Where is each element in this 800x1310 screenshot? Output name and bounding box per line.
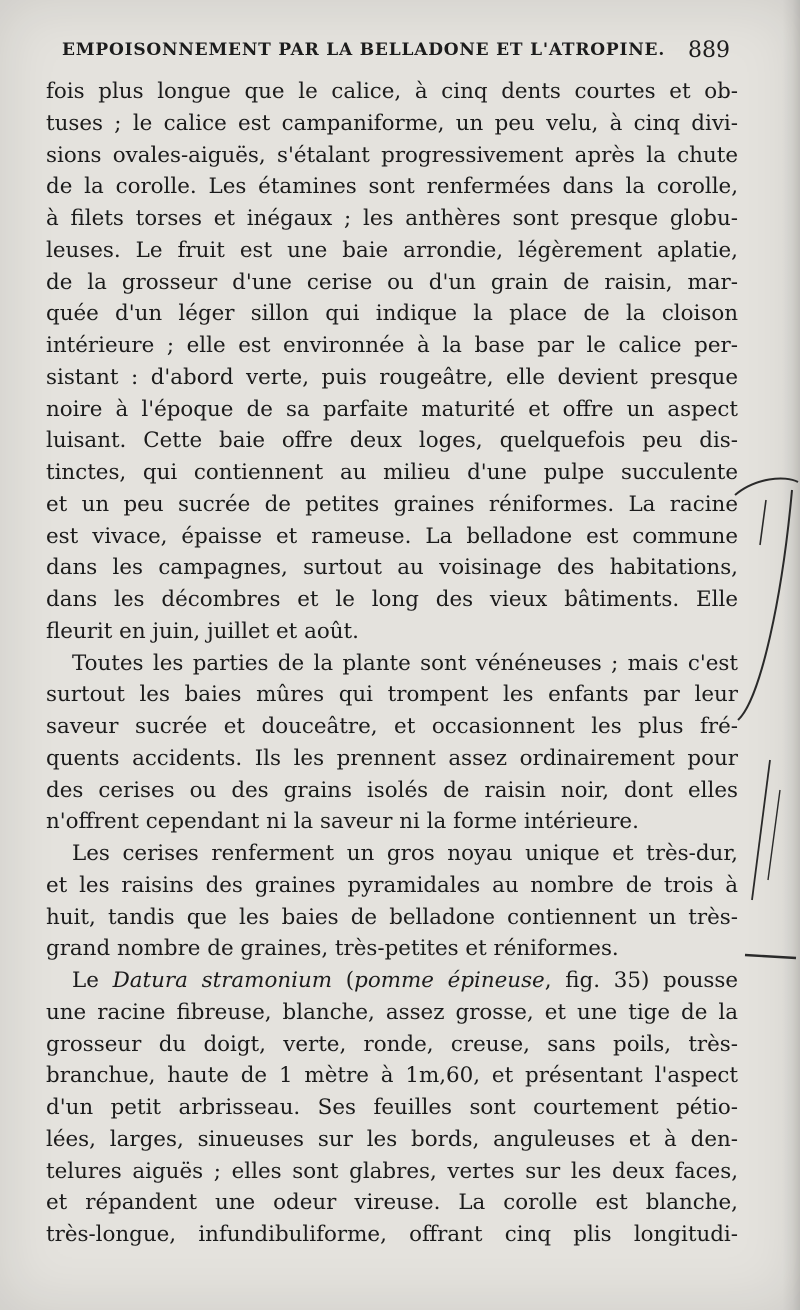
text-line: quée d'un léger sillon qui indique la place de la cloison bbox=[46, 301, 738, 327]
text-line: de la corolle. Les étamines sont renfermées dans la corolle, bbox=[46, 174, 738, 200]
text-line: et répandent une odeur vireuse. La corolle est blanche, bbox=[46, 1190, 738, 1216]
text-line: d'un petit arbrisseau. Ses feuilles sont courtement pétio- bbox=[46, 1095, 738, 1120]
text-line: et les raisins des graines pyramidales au nombre de trois à bbox=[46, 872, 738, 898]
figure-reference: , fig. 35) pousse bbox=[544, 968, 738, 993]
body-text bbox=[46, 76, 738, 1251]
datura-paragraph-start-line bbox=[46, 965, 738, 997]
text-line: saveur sucrée et douceâtre, et occasionnent les plus fré- bbox=[46, 714, 738, 739]
text-line: dans les campagnes, surtout au voisinage des habitations, bbox=[46, 555, 738, 581]
common-name: pomme épineuse bbox=[354, 968, 545, 993]
text-line: fois plus longue que le calice, à cinq dents courtes et ob- bbox=[46, 79, 738, 104]
pen-vertical-stroke bbox=[760, 500, 766, 545]
text-line: est vivace, épaisse et rameuse. La belladone est commune bbox=[46, 523, 738, 549]
text-line: grosseur du doigt, verte, ronde, creuse, sans poils, très- bbox=[46, 1031, 738, 1057]
text-line: dans les décombres et le long des vieux bâtiments. Elle bbox=[46, 587, 738, 612]
text-line: lées, larges, sinueuses sur les bords, anguleuses et à den- bbox=[46, 1126, 738, 1152]
text-line: leuses. Le fruit est une baie arrondie, légèrement aplatie, bbox=[46, 237, 738, 263]
paragraph-end-line: n'offrent cependant ni la saveur ni la forme intérieure. bbox=[46, 809, 639, 835]
text-line: une racine fibreuse, blanche, assez grosse, et une tige de la bbox=[46, 999, 738, 1025]
text-line: noire à l'époque de sa parfaite maturité et offre un aspect bbox=[46, 396, 738, 422]
text-line: tinctes, qui contiennent au milieu d'une pulpe succulente bbox=[46, 460, 738, 485]
text-line: sistant : d'abord verte, puis rougeâtre, elle devient presque bbox=[46, 364, 738, 390]
page-edge-shadow bbox=[782, 0, 800, 1310]
text-line: des cerises ou des grains isolés de raisin noir, dont elles bbox=[46, 777, 738, 803]
paragraph-start-line: Toutes les parties de la plante sont vénéneuses ; mais c'est bbox=[72, 650, 738, 676]
species-name: Datura stramonium bbox=[112, 968, 333, 993]
running-head: EMPOISONNEMENT PAR LA BELLADONE ET L'ATROPINE. bbox=[62, 40, 666, 60]
text-line: de la grosseur d'une cerise ou d'un grain de raisin, mar- bbox=[46, 269, 738, 295]
paragraph-end-line: grand nombre de graines, très-petites et réniformes. bbox=[46, 936, 619, 962]
text-line: luisant. Cette baie offre deux loges, quelquefois peu dis- bbox=[46, 428, 738, 454]
text-line: quents accidents. Ils les prennent assez ordinairement pour bbox=[46, 745, 738, 771]
pen-vertical-stroke bbox=[768, 790, 780, 880]
text-line: très-longue, infundibuliforme, offrant cinq plis longitudi- bbox=[46, 1222, 738, 1247]
text-line: à filets torses et inégaux ; les anthères sont presque globu- bbox=[46, 206, 738, 231]
paren-open: ( bbox=[345, 968, 355, 993]
text-line: tuses ; le calice est campaniforme, un peu velu, à cinq divi- bbox=[46, 110, 738, 136]
paragraph-end-line: fleurit en juin, juillet et août. bbox=[46, 618, 359, 644]
text-line: sions ovales-aiguës, s'étalant progressivement après la chute bbox=[46, 142, 738, 168]
text-line: branchue, haute de 1 mètre à 1m,60, et présentant l'aspect bbox=[46, 1063, 738, 1089]
text-line: huit, tandis que les baies de belladone contiennent un très- bbox=[46, 904, 738, 930]
paragraph-start-line: Les cerises renferment un gros noyau unique et très-dur, bbox=[72, 841, 738, 866]
text-line: surtout les baies mûres qui trompent les enfants par leur bbox=[46, 682, 738, 708]
page-header bbox=[62, 40, 730, 70]
text-line: telures aiguës ; elles sont glabres, vertes sur les deux faces, bbox=[46, 1158, 738, 1184]
datura-lead: Le bbox=[72, 968, 99, 993]
text-line: intérieure ; elle est environnée à la base par le calice per- bbox=[46, 333, 738, 358]
pen-vertical-stroke bbox=[752, 760, 770, 900]
text-line: et un peu sucrée de petites graines réniformes. La racine bbox=[46, 491, 738, 517]
page-number: 889 bbox=[688, 38, 730, 63]
